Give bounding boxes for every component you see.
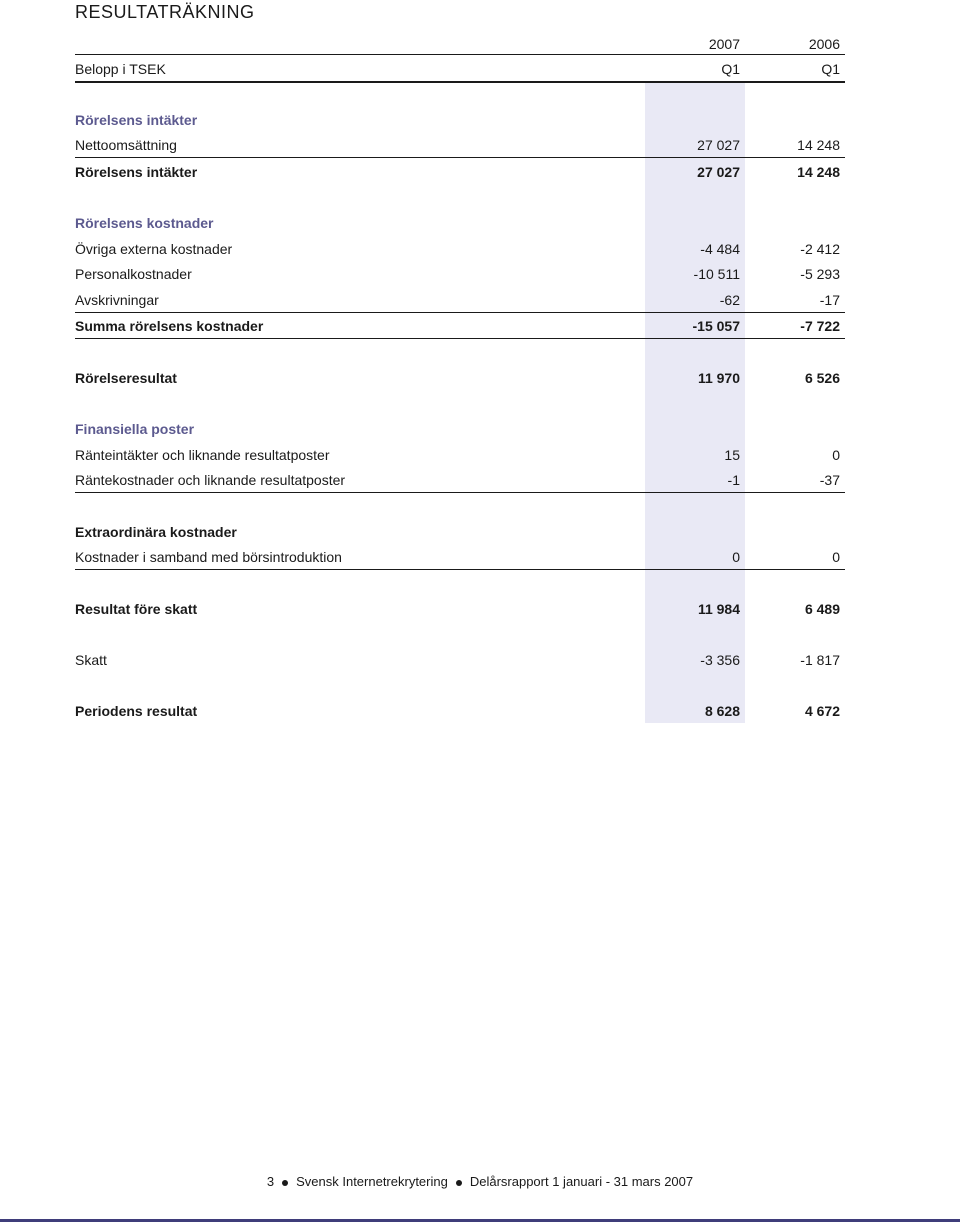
table-row-other-external-costs [75, 237, 845, 261]
section-heading-operating-income [75, 108, 845, 132]
row-label: Ränteintäkter och liknande resultatposter [75, 447, 330, 463]
footer-report-title: Delårsrapport 1 januari - 31 mars 2007 [469, 1174, 694, 1189]
table-row-net-sales [75, 133, 845, 158]
currency-unit-label: Belopp i TSEK [75, 61, 166, 77]
row-label: Rörelsens kostnader [75, 215, 214, 231]
row-label: Räntekostnader och liknande resultatposter [75, 472, 346, 488]
row-value-2006: -37 [819, 472, 840, 488]
row-label: Summa rörelsens kostnader [75, 318, 264, 334]
row-label: Skatt [75, 652, 107, 668]
row-value-2006: -17 [819, 292, 840, 308]
year-previous: 2006 [808, 36, 840, 52]
row-value-2006: 4 672 [804, 703, 840, 719]
row-label: Nettoomsättning [75, 137, 177, 153]
table-row-operating-income-total [75, 160, 845, 184]
section-heading-financial-items [75, 417, 845, 441]
row-value-2007: -62 [719, 292, 740, 308]
row-label: Rörelsens intäkter [75, 164, 198, 180]
row-value-2006: -7 722 [800, 318, 840, 334]
row-label: Avskrivningar [75, 292, 159, 308]
section-heading-extraordinary-costs [75, 520, 845, 544]
row-label: Extraordinära kostnader [75, 524, 237, 540]
row-value-2006: -2 412 [800, 241, 840, 257]
table-row-interest-expense [75, 468, 845, 493]
row-value-2007: 15 [724, 447, 740, 463]
section-heading-operating-costs [75, 211, 845, 235]
row-value-2007: -4 484 [700, 241, 740, 257]
row-label: Finansiella poster [75, 421, 195, 437]
row-value-2007: 11 984 [697, 601, 740, 617]
table-row-result-before-tax [75, 597, 845, 621]
page-number: 3 [266, 1174, 275, 1189]
row-value-2006: -1 817 [800, 652, 840, 668]
row-value-2007: -1 [727, 472, 740, 488]
table-row-ipo-costs [75, 545, 845, 570]
row-value-2006: -5 293 [800, 266, 840, 282]
column-header-row [75, 57, 845, 83]
row-label: Rörelseresultat [75, 370, 177, 386]
row-value-2006: 0 [832, 549, 840, 565]
row-value-2007: 11 970 [697, 370, 740, 386]
year-current: 2007 [708, 36, 740, 52]
row-value-2007: -10 511 [693, 266, 740, 282]
row-value-2006: 14 248 [797, 137, 840, 153]
row-label: Rörelsens intäkter [75, 112, 198, 128]
row-label: Periodens resultat [75, 703, 198, 719]
table-row-personnel-costs [75, 262, 845, 286]
row-value-2007: -15 057 [692, 318, 740, 334]
table-row-total-operating-costs [75, 314, 845, 339]
row-label: Övriga externa kostnader [75, 241, 233, 257]
period-current: Q1 [721, 61, 740, 77]
row-value-2007: 27 027 [697, 137, 740, 153]
table-row-tax [75, 648, 845, 672]
row-value-2006: 6 489 [804, 601, 840, 617]
bullet-separator [456, 1180, 462, 1186]
table-row-depreciation [75, 288, 845, 313]
row-value-2006: 14 248 [797, 164, 840, 180]
footer-company: Svensk Internetrekrytering [296, 1174, 448, 1189]
row-value-2006: 0 [832, 447, 840, 463]
row-value-2007: -3 356 [700, 652, 740, 668]
row-value-2007: 8 628 [704, 703, 740, 719]
row-label: Kostnader i samband med börsintroduktion [75, 549, 342, 565]
page-title: RESULTATRÄKNING [75, 2, 255, 22]
bottom-divider [0, 1219, 960, 1222]
row-value-2006: 6 526 [804, 370, 840, 386]
table-row-period-result [75, 699, 845, 723]
table-row-operating-result [75, 366, 845, 390]
bullet-separator [282, 1180, 288, 1186]
row-value-2007: 0 [732, 549, 740, 565]
year-header-row [75, 32, 845, 55]
period-previous: Q1 [821, 61, 840, 77]
table-row-interest-income [75, 443, 845, 467]
row-label: Resultat före skatt [75, 601, 198, 617]
row-label: Personalkostnader [75, 266, 192, 282]
page-footer [0, 1174, 960, 1189]
row-value-2007: 27 027 [697, 164, 740, 180]
